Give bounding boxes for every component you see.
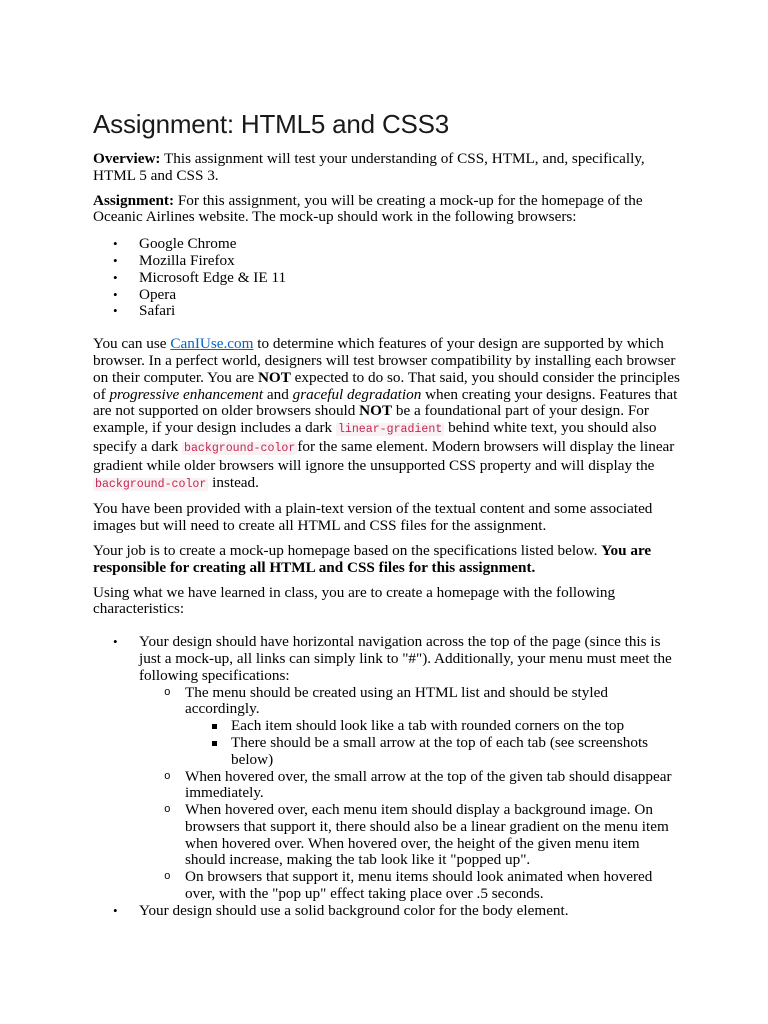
browser-list bbox=[93, 236, 683, 320]
document-page bbox=[93, 107, 683, 920]
text-run: for the same element. Modern browsers will display the linear gradient while older browsers will ignore the unsupported CSS property and will display the bbox=[93, 437, 675, 474]
menu-spec-item: o When hovered over, the small arrow at the top of the given tab should disappear immediately. bbox=[139, 769, 683, 803]
menu-spec-item: o On browsers that support it, menu items should look animated when hovered over, with the "pop up" effect taking place over .5 seconds. bbox=[139, 869, 683, 903]
job-paragraph bbox=[93, 543, 683, 577]
requirement-item bbox=[93, 634, 683, 903]
code-linear-gradient: linear-gradient bbox=[337, 423, 443, 437]
emphasis-not: NOT bbox=[257, 368, 291, 386]
requirement-text: Your design should have horizontal navigation across the top of the page (since this is just a mock-up, all links can simply link to "#"). Additionally, your menu must meet the following specifications: bbox=[139, 633, 672, 684]
assignment-text: For this assignment, you will be creating a mock-up for the homepage of the Oceanic Airlines website. The mock-up should work in the following browsers: bbox=[93, 191, 643, 226]
text-run: instead. bbox=[208, 473, 259, 491]
italic-term: graceful degradation bbox=[292, 385, 422, 403]
text-run: be a foundational part of your design. For example, if your design includes a dark bbox=[93, 402, 649, 437]
browser-item: • Opera bbox=[93, 287, 683, 304]
menu-spec-item: o When hovered over, each menu item should display a background image. On browsers that support it, there should also be a linear gradient on the menu item when hovered over. When hovered over, the height of the given menu item should increase, making the tab look like it "popped up". bbox=[139, 802, 683, 869]
page-title: Assignment: HTML5 and CSS3 bbox=[93, 109, 450, 139]
browser-item: • Mozilla Firefox bbox=[93, 253, 683, 270]
caniuse-link[interactable]: CanIUse.com bbox=[170, 335, 254, 353]
overview-label: Overview: bbox=[93, 150, 161, 167]
code-background-color: background-color bbox=[95, 477, 207, 491]
text-run: You can use bbox=[93, 335, 171, 353]
overview-text: This assignment will test your understanding of CSS, HTML, and, specifically, HTML 5 and CSS 3. bbox=[93, 150, 645, 184]
job-bold-text: You are responsible for creating all HTML and CSS files for this assignment. bbox=[93, 541, 652, 576]
text-run: behind white text, you should also specify a dark bbox=[93, 419, 657, 455]
text-run: to determine which features of your design are supported by which browser. In a perfect world, designers will test browser compatibility by installing each browser on their computer. You are bbox=[93, 335, 676, 386]
emphasis-not: NOT bbox=[359, 402, 393, 420]
using-paragraph: Using what we have learned in class, you are to create a homepage with the following characteristics: bbox=[93, 583, 616, 618]
overview-paragraph bbox=[93, 151, 683, 185]
requirement-item: • Your design should use a solid background color for the body element. bbox=[93, 903, 683, 920]
browser-item: • Microsoft Edge & IE 11 bbox=[93, 270, 683, 287]
caniuse-paragraph bbox=[93, 336, 683, 493]
tab-spec-item: Each item should look like a tab with rounded corners on the top bbox=[185, 718, 683, 735]
browser-item: • Google Chrome bbox=[93, 236, 683, 253]
menu-spec-item bbox=[139, 685, 683, 769]
menu-spec-list bbox=[139, 685, 683, 903]
text-run: Your job is to create a mock-up homepage based on the specifications listed below. bbox=[93, 541, 602, 559]
tab-spec-item: There should be a small arrow at the top of each tab (see screenshots below) bbox=[185, 735, 683, 769]
assignment-label: Assignment: bbox=[93, 191, 175, 209]
assignment-paragraph bbox=[93, 193, 683, 227]
text-run: when creating your designs. Features that are not supported on older browsers should bbox=[93, 385, 678, 420]
provided-paragraph: You have been provided with a plain-text version of the textual content and some associated images but will need to create all HTML and CSS files for the assignment. bbox=[93, 500, 653, 535]
tab-spec-list bbox=[185, 718, 683, 768]
text-run: expected to do so. That said, you should consider the principles of bbox=[93, 368, 680, 403]
code-background-color: background-color bbox=[183, 441, 296, 455]
browser-item: • Safari bbox=[93, 303, 683, 320]
menu-spec-text: The menu should be created using an HTML list and should be styled accordingly. bbox=[185, 683, 608, 718]
italic-term: progressive enhancement bbox=[109, 385, 264, 403]
requirements-list bbox=[93, 634, 683, 920]
text-run: and bbox=[263, 385, 293, 403]
